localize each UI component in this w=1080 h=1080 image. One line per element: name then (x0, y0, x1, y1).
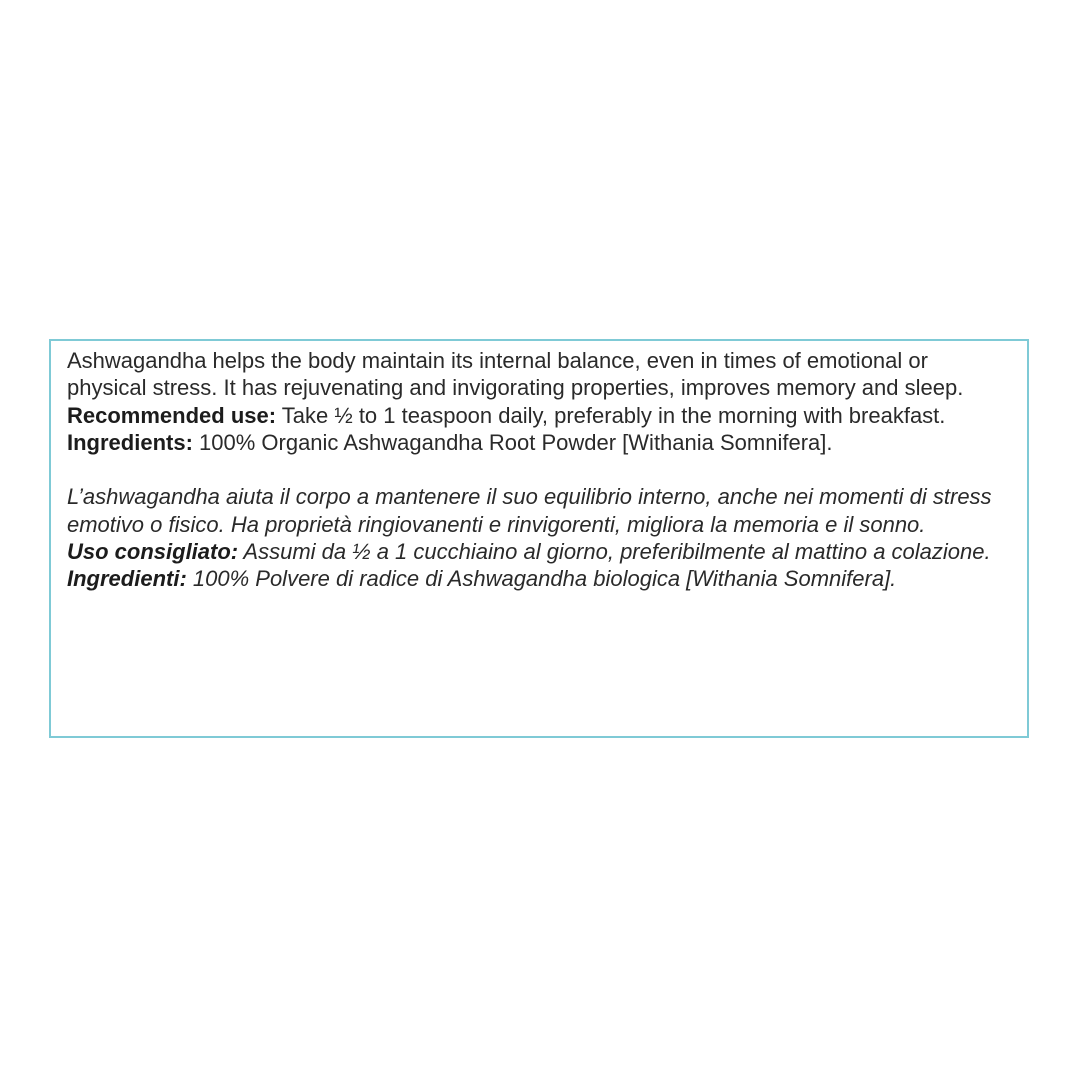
english-use-text: Take ½ to 1 teaspoon daily, preferably in the morning with breakfast. (276, 402, 946, 428)
italian-ingredients-label: Ingredienti: (67, 566, 187, 592)
english-description: Ashwagandha helps the body maintain its internal balance, even in times of emotional or physical stress. It has rejuvenating and invigorating properties, improves memory and sleep. (67, 348, 964, 401)
english-ingredients-label: Ingredients: (67, 429, 193, 455)
product-info-box (49, 339, 1029, 738)
english-section (67, 347, 1013, 456)
italian-use-label: Uso consigliato: (67, 539, 239, 565)
italian-description: L’ashwagandha aiuta il corpo a mantenere il suo equilibrio interno, anche nei momenti di stress emotivo o fisico. Ha proprietà ringiovanenti e rinvigorenti, migliora la memoria e il sonno. (67, 484, 992, 537)
italian-section (67, 483, 1013, 592)
section-spacer (67, 456, 1013, 483)
italian-ingredients (67, 565, 1013, 592)
english-ingredients (67, 429, 1013, 456)
italian-ingredients-text: 100% Polvere di radice di Ashwagandha biologica [Withania Somnifera]. (186, 566, 897, 592)
english-recommended-use (67, 402, 1013, 429)
italian-recommended-use (67, 538, 1013, 565)
english-use-label: Recommended use: (67, 402, 277, 428)
italian-use-text: Assumi da ½ a 1 cucchiaino al giorno, preferibilmente al mattino a colazione. (238, 539, 991, 565)
english-ingredients-text: 100% Organic Ashwagandha Root Powder [Withania Somnifera]. (192, 429, 833, 455)
